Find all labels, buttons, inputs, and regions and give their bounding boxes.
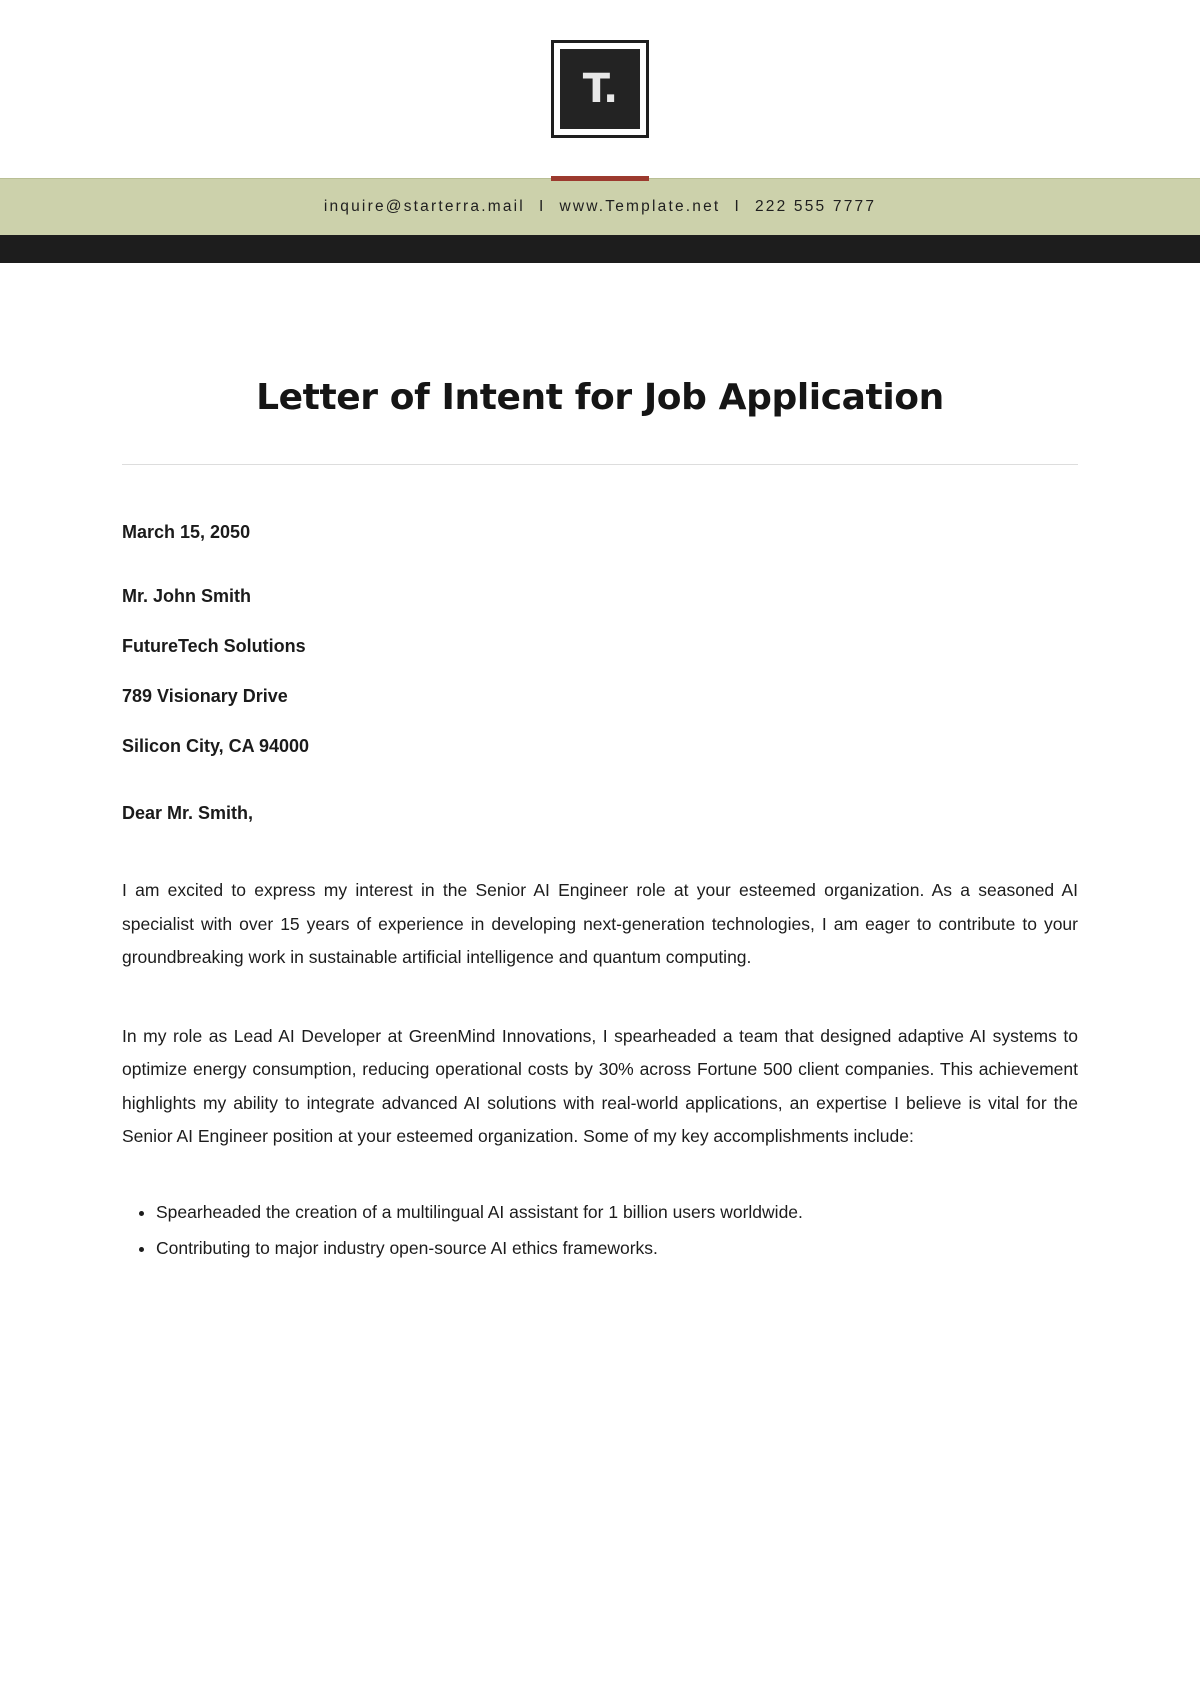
- document-body: [0, 377, 1200, 1265]
- contact-email[interactable]: inquire@starterra.mail: [323, 198, 525, 215]
- recipient-line: Silicon City, CA 94000: [122, 735, 310, 756]
- contact-separator-1: I: [538, 198, 546, 215]
- recipient-line: 789 Visionary Drive: [122, 685, 288, 706]
- logo-frame: [551, 40, 649, 138]
- document-header: [0, 0, 1200, 178]
- body-paragraph: I am excited to express my interest in the Senior AI Engineer role at your esteemed organization. As a seasoned AI specialist with over 15 years of experience in developing next-generation technologies, I am eager to contribute to your groundbreaking work in sustainable artificial intelligence and quantum computing.: [122, 880, 1078, 967]
- brand-monogram-icon: [560, 49, 640, 129]
- list-item: • Contributing to major industry open-source AI ethics frameworks.: [156, 1231, 1078, 1265]
- accomplishments-list: [122, 1195, 1078, 1265]
- contact-bar: [0, 178, 1200, 235]
- recipient-block: [122, 583, 1078, 761]
- contact-separator-2: I: [734, 198, 741, 215]
- contact-items: [324, 198, 876, 216]
- accent-rule: [551, 176, 649, 181]
- title-divider: [122, 464, 1078, 465]
- salutation: Dear Mr. Smith,: [122, 803, 254, 824]
- letter-content: [122, 519, 1078, 1265]
- page-title: Letter of Intent for Job Application: [256, 377, 944, 418]
- body-paragraph: In my role as Lead AI Developer at GreenMind Innovations, I spearheaded a team that designed adaptive AI systems to optimize energy consumption, reducing operational costs by 30% across Fortune 500 client companies. This achievement highlights my ability to integrate advanced AI solutions with real-world applications, an expertise I believe is vital for the Senior AI Engineer position at your esteemed organization. Some of my key accomplishments include:: [122, 1026, 1078, 1146]
- list-item: • Spearheaded the creation of a multilingual AI assistant for 1 billion users worldwide.: [156, 1195, 1078, 1229]
- letter-date: March 15, 2050: [122, 522, 251, 542]
- contact-phone[interactable]: 222 555 7777: [754, 198, 877, 215]
- header-black-bar: [0, 235, 1200, 263]
- logo-mark-text: T.: [582, 66, 618, 112]
- contact-band-wrapper: [0, 178, 1200, 263]
- recipient-line: Mr. John Smith: [122, 585, 252, 606]
- contact-website[interactable]: www.Template.net: [559, 198, 721, 215]
- recipient-line: FutureTech Solutions: [122, 635, 306, 656]
